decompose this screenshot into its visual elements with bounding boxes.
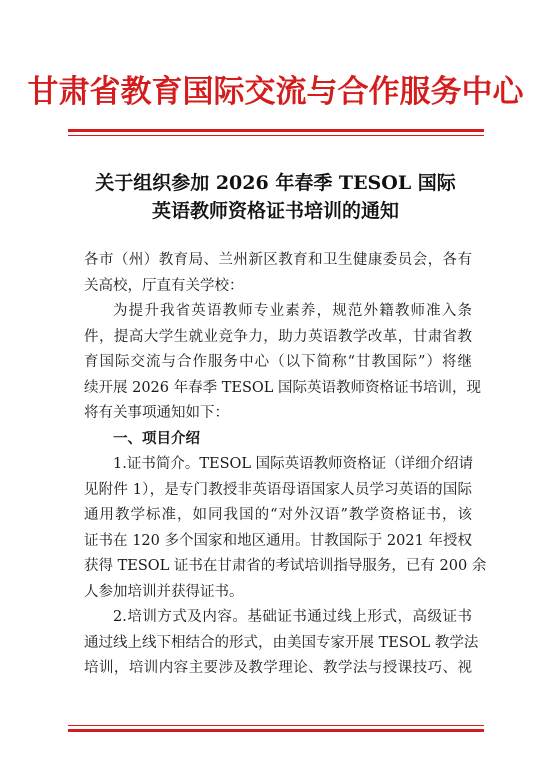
intro-line: 育国际交流与合作服务中心（以下简称“甘教国际”）将继 xyxy=(84,354,472,370)
section-heading: 一、项目介绍 xyxy=(113,430,200,447)
document-title-line-1: 关于组织参加 2026 年春季 TESOL 国际 xyxy=(95,172,456,194)
item-2-line: 2.培训方式及内容。基础证书通过线上形式，高级证书 xyxy=(113,609,472,625)
item-1-line: 证书在 120 多个国家和地区通用。甘教国际于 2021 年授权 xyxy=(84,532,472,549)
item-1-line: 1.证书简介。TESOL 国际英语教师资格证（详细介绍请 xyxy=(113,456,474,472)
item-1-line: 见附件 1），是专门教授非英语母语国家人员学习英语的国际 xyxy=(84,481,472,498)
intro-line: 将有关事项通知如下： xyxy=(84,405,229,421)
footer-rule-thick xyxy=(68,729,484,732)
header-rule-thick xyxy=(68,129,484,132)
item-1-line: 获得 TESOL 证书在甘肃省的考试培训指导服务，已有 200 余 xyxy=(84,558,487,574)
intro-line: 件，提高大学生就业竞争力，助力英语教学改革，甘肃省教 xyxy=(84,328,472,345)
document-title-line-2: 英语教师资格证书培训的通知 xyxy=(151,200,399,222)
header-rule-thin xyxy=(68,135,484,136)
item-1-line: 通用教学标准，如同我国的“对外汉语”教学资格证书，该 xyxy=(84,507,472,523)
item-1-line: 人参加培训并获得证书。 xyxy=(84,583,244,600)
footer-rule-thin xyxy=(68,725,484,726)
item-2-line: 培训，培训内容主要涉及教学理论、教学法与授课技巧、视 xyxy=(84,660,472,676)
org-header: 甘肃省教育国际交流与合作服务中心 xyxy=(27,74,524,110)
intro-line: 续开展 2026 年春季 TESOL 国际英语教师资格证书培训，现 xyxy=(84,379,482,396)
salutation-line: 关高校，厅直有关学校： xyxy=(84,277,244,294)
intro-line: 为提升我省英语教师专业素养，规范外籍教师准入条 xyxy=(113,303,472,319)
salutation-line: 各市（州）教育局、兰州新区教育和卫生健康委员会，各有 xyxy=(84,252,472,268)
document-body xyxy=(84,248,487,682)
item-2-line: 通过线上线下相结合的形式，由美国专家开展 TESOL 教学法 xyxy=(84,634,479,651)
